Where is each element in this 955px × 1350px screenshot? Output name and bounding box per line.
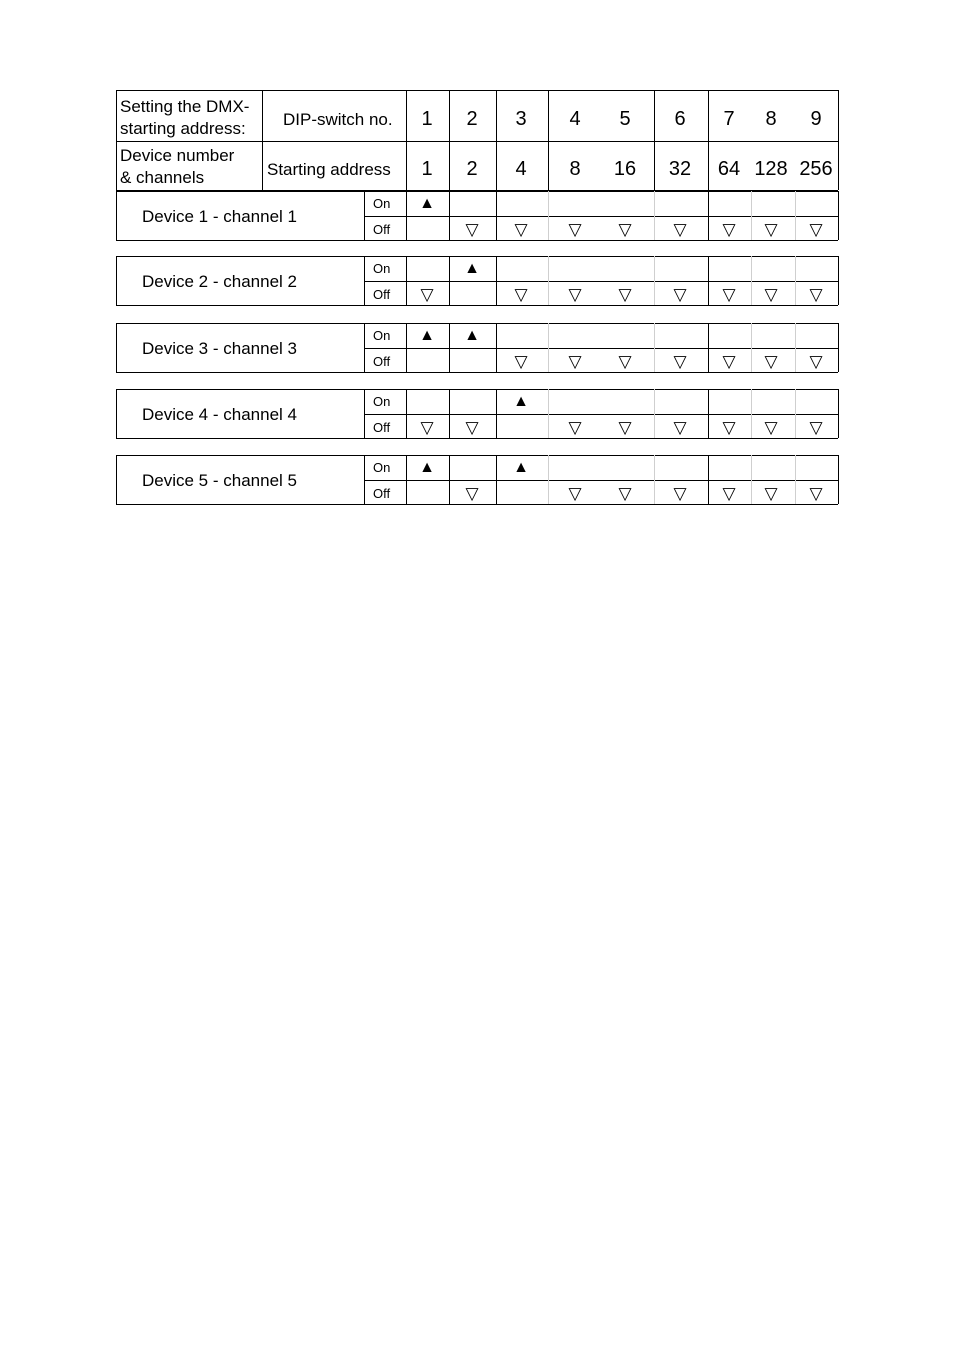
switch-off-icon: ▽ [618, 352, 632, 371]
device-col-line-faint [654, 191, 655, 240]
switch-off-icon: ▽ [618, 285, 632, 304]
switch-off-icon: ▽ [764, 418, 778, 437]
device-col-line [449, 323, 450, 372]
off-label: Off [373, 420, 391, 435]
on-label: On [373, 328, 391, 343]
header-col-line [838, 90, 839, 190]
switch-off-icon: ▽ [568, 352, 582, 371]
switch-off-icon: ▽ [809, 220, 823, 239]
header-divider-1 [262, 90, 263, 190]
switch-off-icon: ▽ [514, 285, 528, 304]
device-block-bottom-line [116, 504, 838, 505]
device-col-line [708, 256, 709, 305]
device-onoff-left-line [364, 389, 365, 438]
device-col-line-faint [548, 323, 549, 372]
device-col-line-faint [751, 389, 752, 438]
start-address-value: 8 [569, 158, 581, 180]
switch-off-icon: ▽ [673, 285, 687, 304]
device-col-line-faint [654, 323, 655, 372]
device-block-left-line [116, 256, 117, 305]
switch-off-icon: ▽ [618, 484, 632, 503]
switch-off-icon: ▽ [764, 484, 778, 503]
switch-on-icon: ▲ [419, 327, 435, 344]
device-block-bottom-line [116, 438, 838, 439]
header-left-border [116, 90, 117, 190]
device-col-line [708, 389, 709, 438]
switch-off-icon: ▽ [722, 285, 736, 304]
switch-off-icon: ▽ [722, 484, 736, 503]
dip-switch-number: 9 [810, 108, 822, 130]
switch-off-icon: ▽ [514, 220, 528, 239]
start-address-value: 64 [717, 158, 741, 180]
device-name: Device 2 - channel 2 [142, 272, 297, 291]
start-address-value: 1 [421, 158, 433, 180]
switch-off-icon: ▽ [764, 285, 778, 304]
device-onoff-left-line [364, 256, 365, 305]
switch-off-icon: ▽ [420, 418, 434, 437]
device-col-line-faint [795, 323, 796, 372]
off-label: Off [373, 486, 391, 501]
switch-off-icon: ▽ [764, 352, 778, 371]
device-name: Device 3 - channel 3 [142, 339, 297, 358]
off-label: Off [373, 222, 391, 237]
device-block-mid-line [364, 480, 838, 481]
switch-off-icon: ▽ [568, 285, 582, 304]
switch-off-icon: ▽ [465, 418, 479, 437]
device-block-mid-line [364, 281, 838, 282]
device-block-left-line [116, 455, 117, 504]
device-block-bottom-line [116, 240, 838, 241]
device-col-line-faint [751, 256, 752, 305]
device-block-top-line [116, 256, 838, 257]
off-label: Off [373, 287, 391, 302]
start-address-value: 4 [515, 158, 527, 180]
switch-on-icon: ▲ [513, 393, 529, 410]
device-block-bottom-line [116, 305, 838, 306]
start-address-value: 32 [668, 158, 692, 180]
device-col-line [708, 323, 709, 372]
switch-off-icon: ▽ [568, 484, 582, 503]
device-onoff-right-line [406, 389, 407, 438]
device-block-top-line [116, 323, 838, 324]
header-setting-line2: starting address: [120, 119, 246, 138]
switch-off-icon: ▽ [673, 484, 687, 503]
device-block-bottom-line [116, 372, 838, 373]
device-block-top-line [116, 455, 838, 456]
device-col-line-faint [795, 256, 796, 305]
device-col-line-faint [654, 389, 655, 438]
device-col-line [496, 323, 497, 372]
device-col-line-faint [751, 455, 752, 504]
header-top-line [116, 90, 838, 91]
device-col-line [708, 191, 709, 240]
device-onoff-left-line [364, 455, 365, 504]
start-address-value: 2 [466, 158, 478, 180]
device-block-left-line [116, 191, 117, 240]
device-block-top-line [116, 191, 838, 192]
device-block-mid-line [364, 348, 838, 349]
switch-off-icon: ▽ [673, 352, 687, 371]
device-col-line-faint [795, 191, 796, 240]
device-name: Device 1 - channel 1 [142, 207, 297, 226]
device-block-mid-line [364, 414, 838, 415]
switch-off-icon: ▽ [618, 220, 632, 239]
switch-off-icon: ▽ [722, 352, 736, 371]
device-col-line [496, 191, 497, 240]
header-col-line [496, 90, 497, 190]
device-col-line-faint [751, 323, 752, 372]
on-label: On [373, 394, 391, 409]
dip-switch-number: 6 [674, 108, 686, 130]
device-onoff-left-line [364, 323, 365, 372]
dip-switch-number: 2 [466, 108, 478, 130]
on-label: On [373, 196, 391, 211]
device-onoff-right-line [406, 455, 407, 504]
switch-off-icon: ▽ [514, 352, 528, 371]
switch-off-icon: ▽ [465, 220, 479, 239]
header-col-line [654, 90, 655, 190]
switch-off-icon: ▽ [809, 352, 823, 371]
device-col-line-faint [548, 455, 549, 504]
device-col-line-faint [654, 455, 655, 504]
device-col-line [708, 455, 709, 504]
device-col-line-faint [751, 191, 752, 240]
on-label: On [373, 261, 391, 276]
dip-switch-number: 1 [421, 108, 433, 130]
switch-on-icon: ▲ [513, 459, 529, 476]
device-block-top-line [116, 389, 838, 390]
switch-on-icon: ▲ [419, 459, 435, 476]
dip-switch-number: 8 [765, 108, 777, 130]
dip-switch-number: 3 [515, 108, 527, 130]
device-col-line-faint [548, 191, 549, 240]
switch-off-icon: ▽ [420, 285, 434, 304]
device-col-line-faint [795, 389, 796, 438]
device-col-line-faint [795, 455, 796, 504]
header-device-line2: & channels [120, 168, 205, 187]
switch-off-icon: ▽ [618, 418, 632, 437]
device-col-line [496, 455, 497, 504]
device-col-line [838, 191, 839, 240]
device-block-mid-line [364, 216, 838, 217]
device-onoff-right-line [406, 191, 407, 240]
device-name: Device 4 - channel 4 [142, 405, 297, 424]
switch-off-icon: ▽ [809, 418, 823, 437]
switch-off-icon: ▽ [465, 484, 479, 503]
device-col-line-faint [548, 389, 549, 438]
header-device-line1: Device number [120, 146, 235, 165]
off-label: Off [373, 354, 391, 369]
dip-switch-number: 5 [619, 108, 631, 130]
device-col-line [449, 191, 450, 240]
device-onoff-right-line [406, 256, 407, 305]
device-col-line [838, 256, 839, 305]
device-col-line [496, 389, 497, 438]
switch-off-icon: ▽ [722, 418, 736, 437]
device-block-left-line [116, 389, 117, 438]
switch-off-icon: ▽ [568, 220, 582, 239]
switch-off-icon: ▽ [673, 418, 687, 437]
device-block-left-line [116, 323, 117, 372]
start-address-value: 256 [799, 158, 833, 180]
header-setting-line1: Setting the DMX- [120, 97, 250, 116]
start-address-value: 16 [613, 158, 637, 180]
header-col-line [548, 90, 549, 190]
device-col-line-faint [548, 256, 549, 305]
start-address-value: 128 [754, 158, 788, 180]
dip-switch-number: 4 [569, 108, 581, 130]
switch-on-icon: ▲ [419, 195, 435, 212]
device-onoff-left-line [364, 191, 365, 240]
device-col-line-faint [654, 256, 655, 305]
device-onoff-right-line [406, 323, 407, 372]
switch-off-icon: ▽ [809, 484, 823, 503]
switch-off-icon: ▽ [809, 285, 823, 304]
device-name: Device 5 - channel 5 [142, 471, 297, 490]
dip-switch-number: 7 [723, 108, 735, 130]
switch-on-icon: ▲ [464, 327, 480, 344]
header-starting-address-label: Starting address [267, 160, 391, 179]
device-col-line [449, 455, 450, 504]
device-col-line [449, 389, 450, 438]
on-label: On [373, 460, 391, 475]
switch-off-icon: ▽ [722, 220, 736, 239]
switch-off-icon: ▽ [764, 220, 778, 239]
device-col-line [838, 455, 839, 504]
switch-off-icon: ▽ [568, 418, 582, 437]
switch-off-icon: ▽ [673, 220, 687, 239]
header-dip-switch-label: DIP-switch no. [283, 110, 393, 129]
device-col-line [838, 323, 839, 372]
header-mid-line [116, 141, 838, 142]
device-col-line [449, 256, 450, 305]
device-col-line [496, 256, 497, 305]
device-col-line [838, 389, 839, 438]
switch-on-icon: ▲ [464, 260, 480, 277]
